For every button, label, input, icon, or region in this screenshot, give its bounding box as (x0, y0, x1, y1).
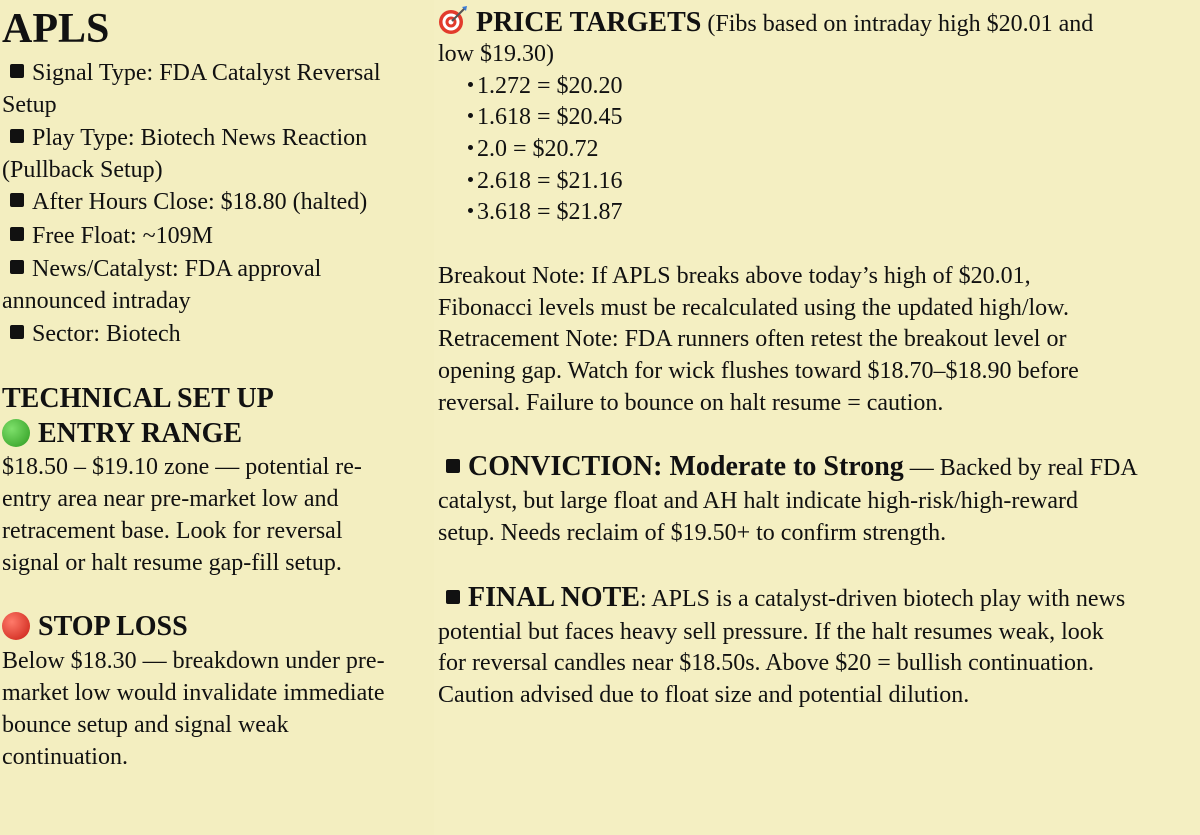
stop-line: market low would invalidate immediate (2, 680, 385, 706)
square-icon (446, 590, 460, 604)
square-icon (10, 64, 24, 78)
target-item: 3.618 = $21.87 (468, 196, 623, 228)
final-note-line: for reversal candles near $18.50s. Above $20 = bullish continuation. (438, 650, 1095, 676)
entry-heading: ENTRY RANGE (2, 418, 242, 450)
target-item: 1.618 = $20.45 (468, 101, 623, 133)
red-circle-icon (2, 612, 30, 640)
target-icon (438, 5, 468, 35)
info-item-continued: announced intraday (2, 288, 191, 314)
square-icon (10, 260, 24, 274)
info-item: Signal Type: FDA Catalyst Reversal (0, 57, 381, 89)
square-icon (10, 193, 24, 207)
entry-line: $18.50 – $19.10 zone — potential re- (2, 454, 362, 480)
target-item: 2.0 = $20.72 (468, 133, 599, 165)
stop-line: bounce setup and signal weak (2, 712, 289, 738)
final-note-line: FINAL NOTE: APLS is a catalyst-driven biotech play with news (436, 582, 1125, 615)
info-item: After Hours Close: $18.80 (halted) (0, 186, 367, 218)
target-item: 2.618 = $21.16 (468, 165, 623, 197)
technical-heading: TECHNICAL SET UP (2, 383, 274, 414)
stop-heading: STOP LOSS (2, 611, 188, 643)
square-icon (10, 129, 24, 143)
square-icon (10, 227, 24, 241)
info-item: Free Float: ~109M (0, 220, 213, 252)
stop-line: continuation. (2, 744, 128, 770)
price-targets-subtitle: low $19.30) (438, 41, 554, 67)
price-targets-header: PRICE TARGETS (Fibs based on intraday high $20.01 and (438, 5, 1093, 40)
final-note-line: potential but faces heavy sell pressure. If the halt resumes weak, look (438, 619, 1104, 645)
note-line: Retracement Note: FDA runners often retest the breakout level or (438, 326, 1067, 352)
conviction-line: setup. Needs reclaim of $19.50+ to confirm strength. (438, 520, 947, 546)
info-item: News/Catalyst: FDA approval (0, 253, 321, 285)
info-item: Play Type: Biotech News Reaction (0, 122, 367, 154)
info-item-continued: (Pullback Setup) (2, 157, 163, 183)
square-icon (10, 325, 24, 339)
info-item: Sector: Biotech (0, 318, 181, 350)
green-circle-icon (2, 419, 30, 447)
square-icon (446, 459, 460, 473)
note-line: Fibonacci levels must be recalculated using the updated high/low. (438, 295, 1069, 321)
entry-line: retracement base. Look for reversal (2, 518, 343, 544)
ticker-title: APLS (2, 6, 110, 52)
entry-line: entry area near pre-market low and (2, 486, 339, 512)
note-line: Breakout Note: If APLS breaks above today’s high of $20.01, (438, 263, 1031, 289)
stop-line: Below $18.30 — breakdown under pre- (2, 648, 385, 674)
entry-line: signal or halt resume gap-fill setup. (2, 550, 342, 576)
conviction-line: catalyst, but large float and AH halt indicate high-risk/high-reward (438, 488, 1079, 514)
note-line: reversal. Failure to bounce on halt resume = caution. (438, 390, 944, 416)
note-line: opening gap. Watch for wick flushes toward $18.70–$18.90 before (438, 358, 1079, 384)
conviction-line: CONVICTION: Moderate to Strong — Backed by real FDA (436, 451, 1138, 484)
target-item: 1.272 = $20.20 (468, 70, 623, 102)
info-item-continued: Setup (2, 92, 57, 118)
final-note-line: Caution advised due to float size and potential dilution. (438, 682, 970, 708)
